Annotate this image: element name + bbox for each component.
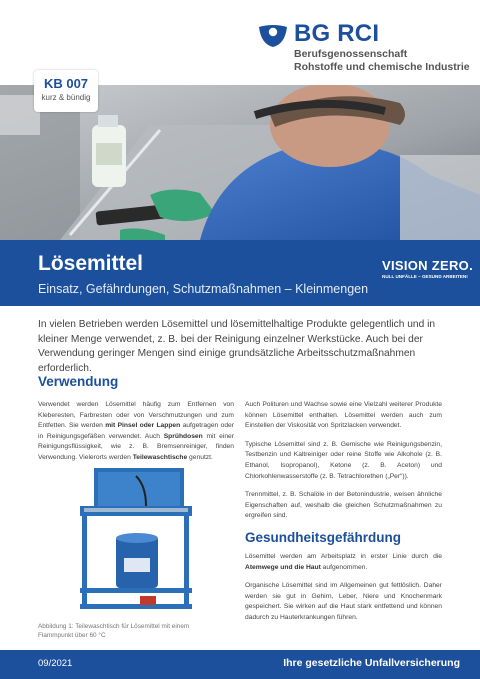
gesundheit-paragraph-1: Lösemittel werden am Arbeitsplatz in erster Linie durch die Atemwege und die Haut aufgenommen. <box>245 553 442 571</box>
intro-paragraph: In vielen Betrieben werden Lösemittel und lösemittelhaltige Produkte gelegentlich und in kleiner Menge verwendet, z. B. bei der Reinigung einzelner Werkstücke. Auch bei der Verwendung geringer Mengen sind einige grundsätzliche Arbeitsschutzmaßnahmen erforderlich. <box>38 319 435 374</box>
gesundheit-text <box>245 552 442 632</box>
vision-zero-logo: VISION ZERO. <box>382 258 474 273</box>
logo-line-2: Rohstoffe und chemische Industrie <box>294 61 470 73</box>
kb-subtitle: kurz & bündig <box>41 93 91 102</box>
verwendung-paragraph: Verwendet werden Lösemittel häufig zum Entfernen von Kleberesten, Farbresten oder von Verschmutzungen und zum Entfetten. Sie werden mit Pinsel oder Lappen aufgetragen oder in Reinigungsgefäßen verwendet. Auch Sprühdosen mit einer Reinigungsflüssigkeit, wie z. B. Bremsenreiniger, finden Verwendung. Vielerorts werden Teilewaschtische genutzt. <box>38 401 234 461</box>
kb-badge <box>34 70 98 112</box>
title-band <box>0 240 480 306</box>
right-paragraph-1: Auch Polituren und Wachse sowie eine Vielzahl weiterer Produkte können Lösemittel enthalten. Lösemittel werden auch zum Einstellen der Viskosität von Spritzlacken verwendet. <box>245 401 442 430</box>
document-title: Lösemittel <box>38 252 144 275</box>
right-column-text <box>245 400 442 530</box>
bg-rci-logo-icon <box>258 24 288 48</box>
right-paragraph-2: Typische Lösemittel sind z. B. Gemische wie Reinigungsbenzin, Testbenzin und Kaltreiniger oder reine Stoffe wie Alkohole (z. B. Ethanol, Isopropanol), Ketone (z. B. Aceton) und Chlorkohlenwasserstoffe (z. B. Tetrachlorethen („Per“)). <box>245 440 442 480</box>
gesundheit-paragraph-2: Organische Lösemittel sind im Allgemeinen gut fettlöslich. Daher werden sie gut in Gehirn, Leber, Niere und Knochenmark gespeichert. Sie wirken auf die Haut stark entfettend und können dadurch zu Hauterkrankungen führen. <box>245 582 442 621</box>
logo-name: BG RCI <box>294 20 380 47</box>
parts-washer-illustration <box>66 466 204 618</box>
kb-code: KB 007 <box>43 76 89 91</box>
vision-zero-tagline: NULL UNFÄLLE – GESUND ARBEITEN! <box>382 274 468 279</box>
heading-gesundheitsgefaehrdung: Gesundheitsgefährdung <box>245 530 402 545</box>
figure-caption: Abbildung 1: Teilewaschtisch für Lösemittel mit einem Flammpunkt über 60 °C <box>38 623 190 639</box>
logo-line-1: Berufsgenossenschaft <box>294 48 408 60</box>
footer-tagline: Ihre gesetzliche Unfallversicherung <box>283 657 460 669</box>
footer-band <box>0 650 480 679</box>
document-subtitle: Einsatz, Gefährdungen, Schutzmaßnahmen – Kleinmengen <box>38 282 369 296</box>
right-paragraph-3: Trennmittel, z. B. Schalöle in der Betonindustrie, weisen ähnliche Eigenschaften auf, weshalb die gleichen Schutzmaßnahmen zu ergreifen sind. <box>245 491 442 520</box>
verwendung-text <box>38 400 234 472</box>
footer-date: 09/2021 <box>38 658 73 669</box>
heading-verwendung: Verwendung <box>38 374 119 389</box>
